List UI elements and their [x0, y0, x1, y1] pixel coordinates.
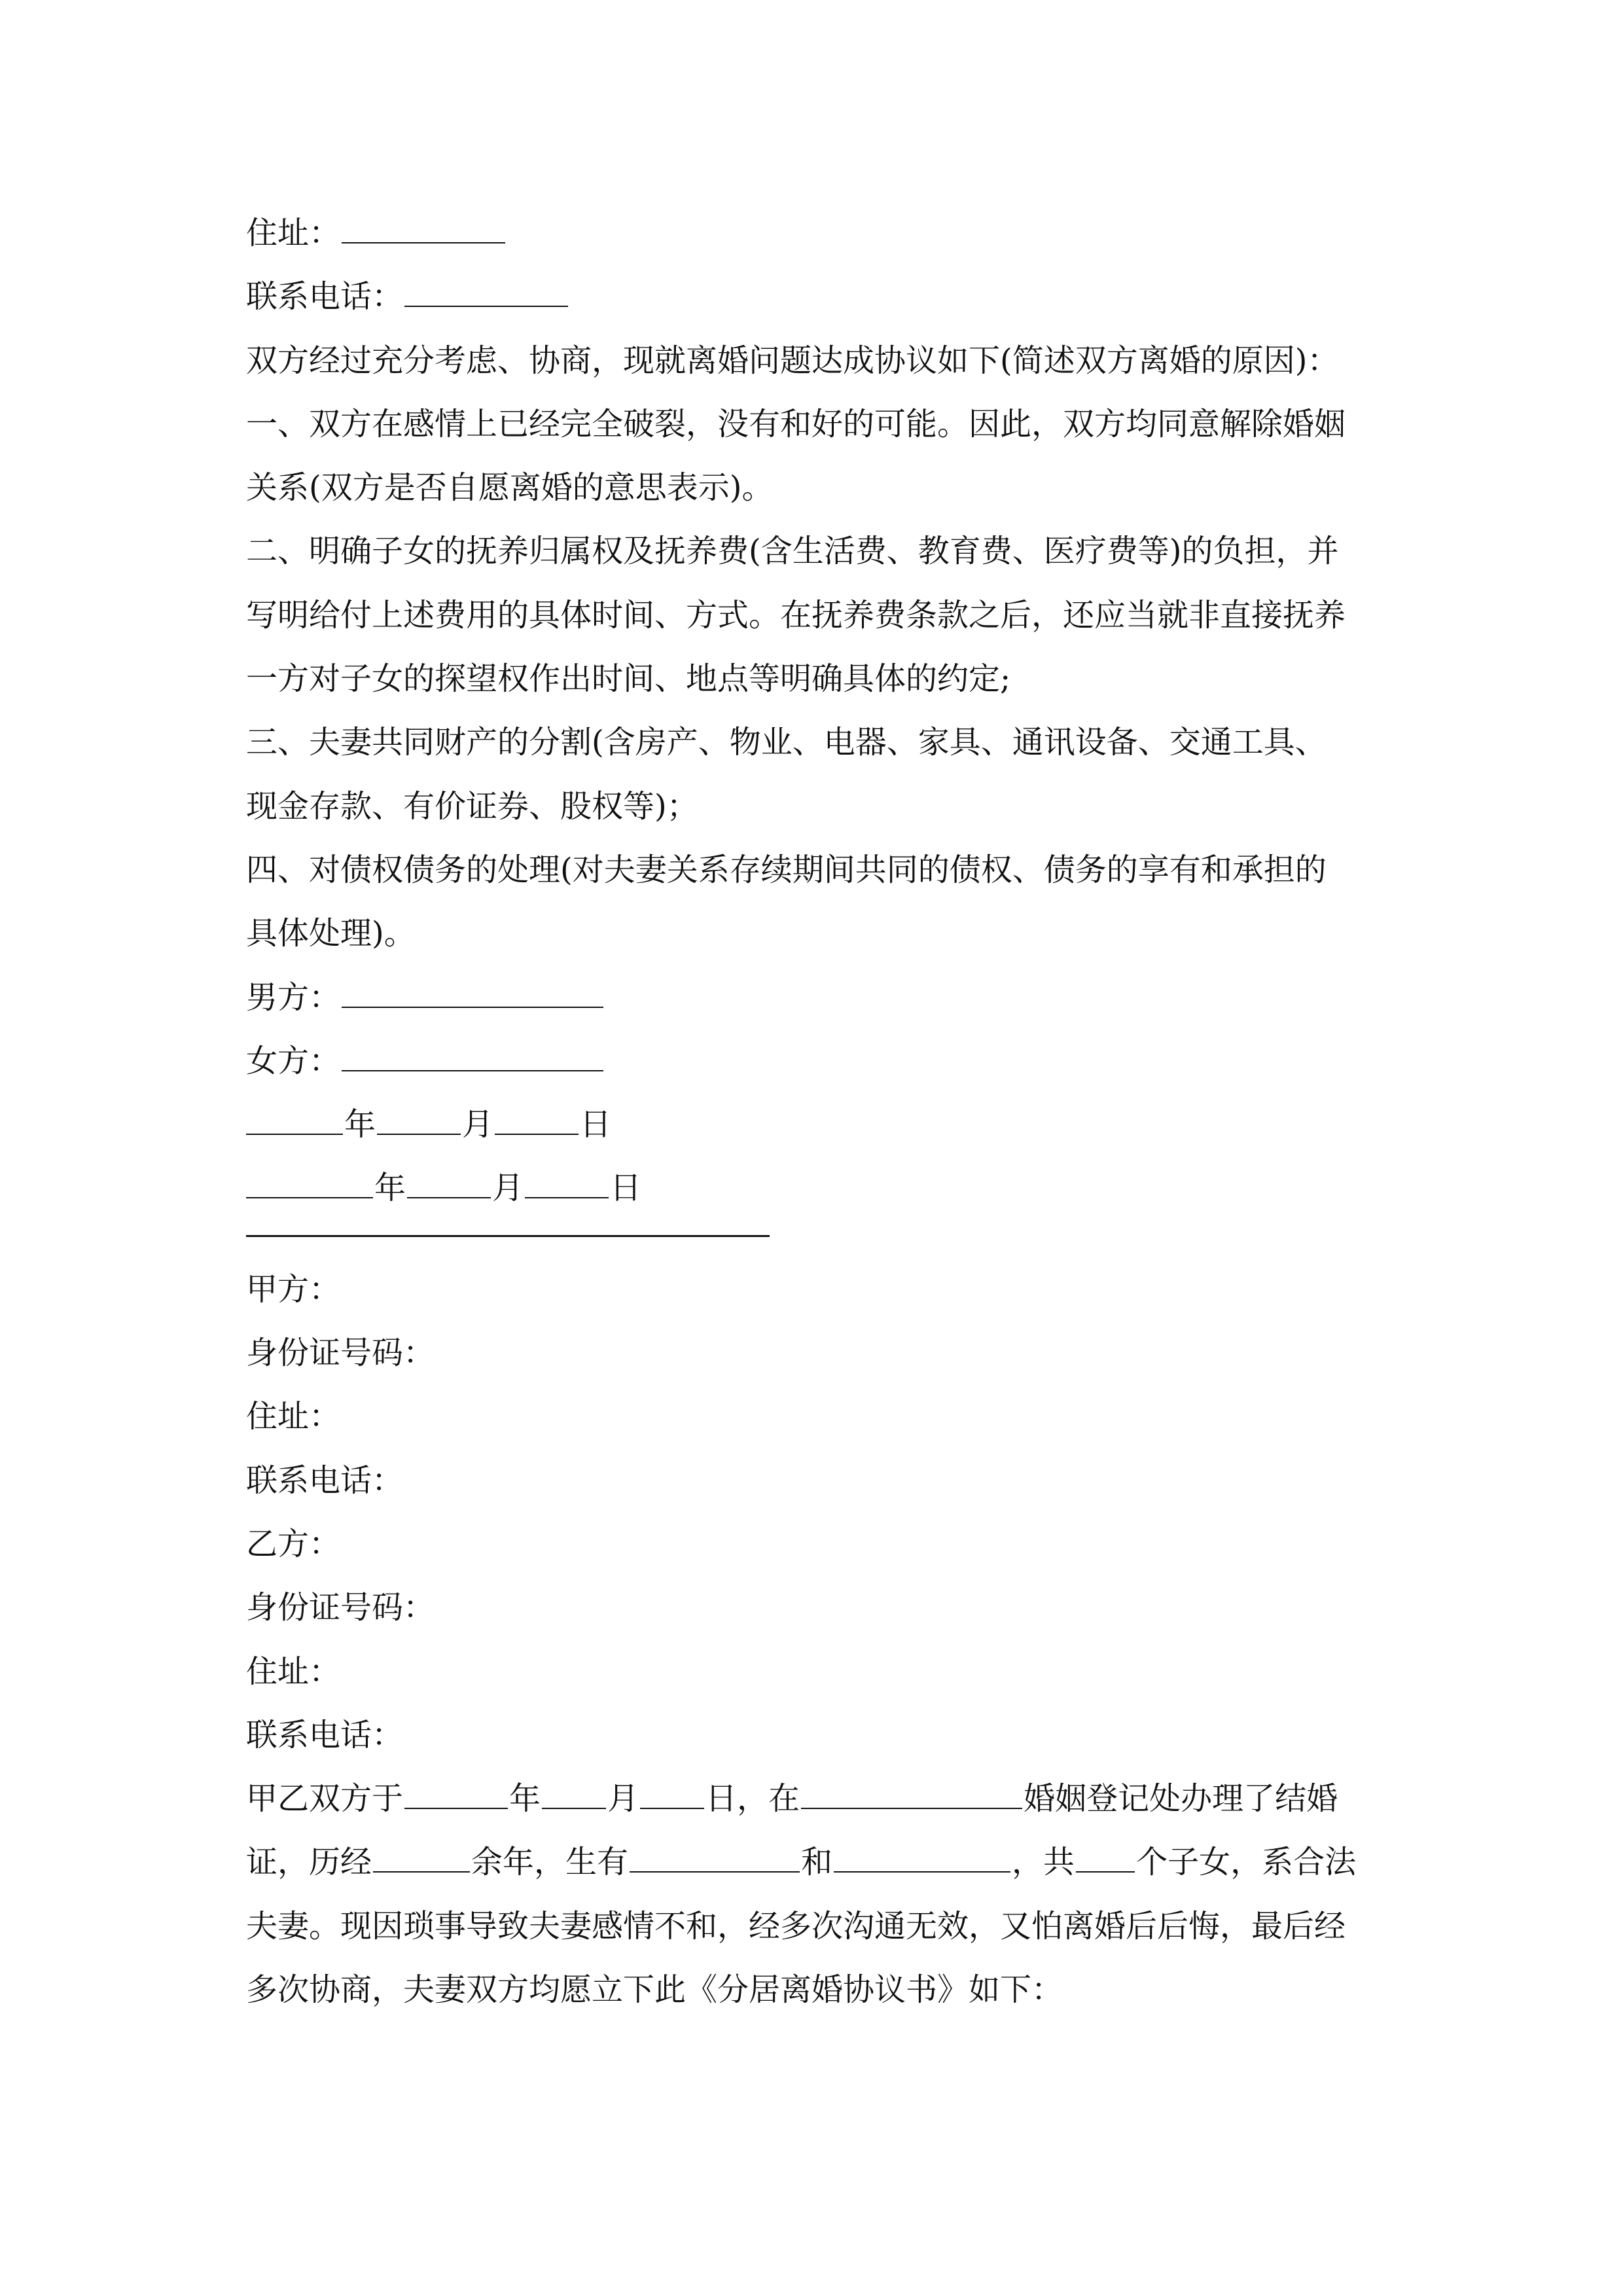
- date-2-month-blank[interactable]: [407, 1168, 491, 1198]
- phone-line: [246, 265, 1385, 329]
- date-line-1: [246, 1093, 1385, 1157]
- party-a-line: 甲方：: [246, 1270, 341, 1308]
- clause-3-line-1: 三、夫妻共同财产的分割(含房产、物业、电器、家具、通讯设备、交通工具、: [246, 724, 1327, 761]
- party-b-phone-line: 联系电话：: [246, 1716, 404, 1753]
- date-1-year-blank[interactable]: [246, 1105, 343, 1135]
- marriage-paragraph-line-3: 夫妻。现因琐事导致夫妻感情不和，经多次沟通无效，又怕离婚后后悔，最后经: [246, 1907, 1346, 1945]
- phone-label: 联系电话：: [246, 278, 404, 315]
- male-signature-line: [246, 966, 1385, 1030]
- address-label: 住址：: [246, 215, 341, 251]
- date-line-2: [246, 1157, 1385, 1220]
- party-b-address-line: 住址：: [246, 1653, 341, 1690]
- marriage-month-blank[interactable]: [542, 1779, 606, 1809]
- child-1-blank[interactable]: [630, 1842, 800, 1873]
- party-a-id-line: 身份证号码：: [246, 1335, 435, 1372]
- marriage-text-2c: 和: [801, 1844, 833, 1881]
- intro-text: 双方经过充分考虑、协商，现就离婚问题达成协议如下(简述双方离婚的原因)：: [246, 342, 1339, 379]
- clause-1-line-1: 一、双方在感情上已经完全破裂，没有和好的可能。因此，双方均同意解除婚姻: [246, 405, 1346, 442]
- marriage-text-1c: 月: [607, 1780, 639, 1818]
- female-signature-line: [246, 1030, 1385, 1093]
- party-b-id-line: 身份证号码：: [246, 1589, 435, 1626]
- clause-2-line-2: 写明给付上述费用的具体时间、方式。在抚养费条款之后，还应当就非直接抚养: [246, 596, 1346, 634]
- registry-office-blank[interactable]: [801, 1779, 1022, 1809]
- party-b-line: 乙方：: [246, 1525, 341, 1562]
- date-2-year-blank[interactable]: [246, 1168, 373, 1198]
- address-blank[interactable]: [342, 213, 505, 243]
- female-label: 女方：: [246, 1042, 341, 1079]
- child-2-blank[interactable]: [834, 1842, 1010, 1873]
- phone-blank[interactable]: [404, 277, 568, 307]
- clause-3-line-2: 现金存款、有价证券、股权等)；: [246, 787, 698, 825]
- date-2-day-blank[interactable]: [525, 1168, 609, 1198]
- clause-4-line-2: 具体处理)。: [246, 915, 416, 952]
- marriage-paragraph-line-2: [246, 1831, 1385, 1894]
- marriage-text-1d: 日，在: [705, 1780, 800, 1818]
- clause-2-line-1: 二、明确子女的抚养归属权及抚养费(含生活费、教育费、医疗费等)的负担，并: [246, 533, 1339, 570]
- marriage-text-2e: 个子女，系合法: [1136, 1844, 1357, 1881]
- address-line: [246, 202, 1385, 265]
- marriage-text-1b: 年: [509, 1780, 541, 1818]
- marriage-text-2a: 证，历经: [246, 1844, 372, 1881]
- clause-4-line-1: 四、对债权债务的处理(对夫妻关系存续期间共同的债权、债务的享有和承担的: [246, 851, 1327, 888]
- male-signature-blank[interactable]: [342, 978, 603, 1008]
- date-1-month-label: 月: [462, 1106, 494, 1143]
- date-1-day-label: 日: [580, 1106, 612, 1143]
- party-a-address-line: 住址：: [246, 1398, 341, 1435]
- marriage-year-blank[interactable]: [404, 1779, 508, 1809]
- party-a-phone-line: 联系电话：: [246, 1462, 404, 1499]
- marriage-day-blank[interactable]: [640, 1779, 704, 1809]
- clause-2-line-3: 一方对子女的探望权作出时间、地点等明确具体的约定;: [246, 660, 1011, 698]
- document-page: [246, 202, 1385, 2022]
- date-2-year-label: 年: [374, 1170, 406, 1207]
- date-1-month-blank[interactable]: [377, 1105, 461, 1135]
- children-count-blank[interactable]: [1076, 1842, 1135, 1873]
- marriage-text-1e: 婚姻登记处办理了结婚: [1024, 1780, 1338, 1818]
- date-1-day-blank[interactable]: [495, 1105, 579, 1135]
- years-married-blank[interactable]: [373, 1842, 470, 1873]
- date-2-month-label: 月: [492, 1170, 524, 1207]
- female-signature-blank[interactable]: [342, 1041, 603, 1071]
- marriage-paragraph-line-1: [246, 1767, 1385, 1831]
- date-1-year-label: 年: [344, 1106, 376, 1143]
- section-divider: [246, 1235, 770, 1237]
- marriage-text-2d: ，共: [1012, 1844, 1075, 1881]
- marriage-text-2b: 余年，生有: [471, 1844, 629, 1881]
- marriage-text-1a: 甲乙双方于: [246, 1780, 404, 1818]
- clause-1-line-2: 关系(双方是否自愿离婚的意思表示)。: [246, 469, 774, 507]
- date-2-day-label: 日: [610, 1170, 642, 1207]
- marriage-paragraph-line-4: 多次协商，夫妻双方均愿立下此《分居离婚协议书》如下：: [246, 1971, 1063, 2009]
- male-label: 男方：: [246, 978, 341, 1016]
